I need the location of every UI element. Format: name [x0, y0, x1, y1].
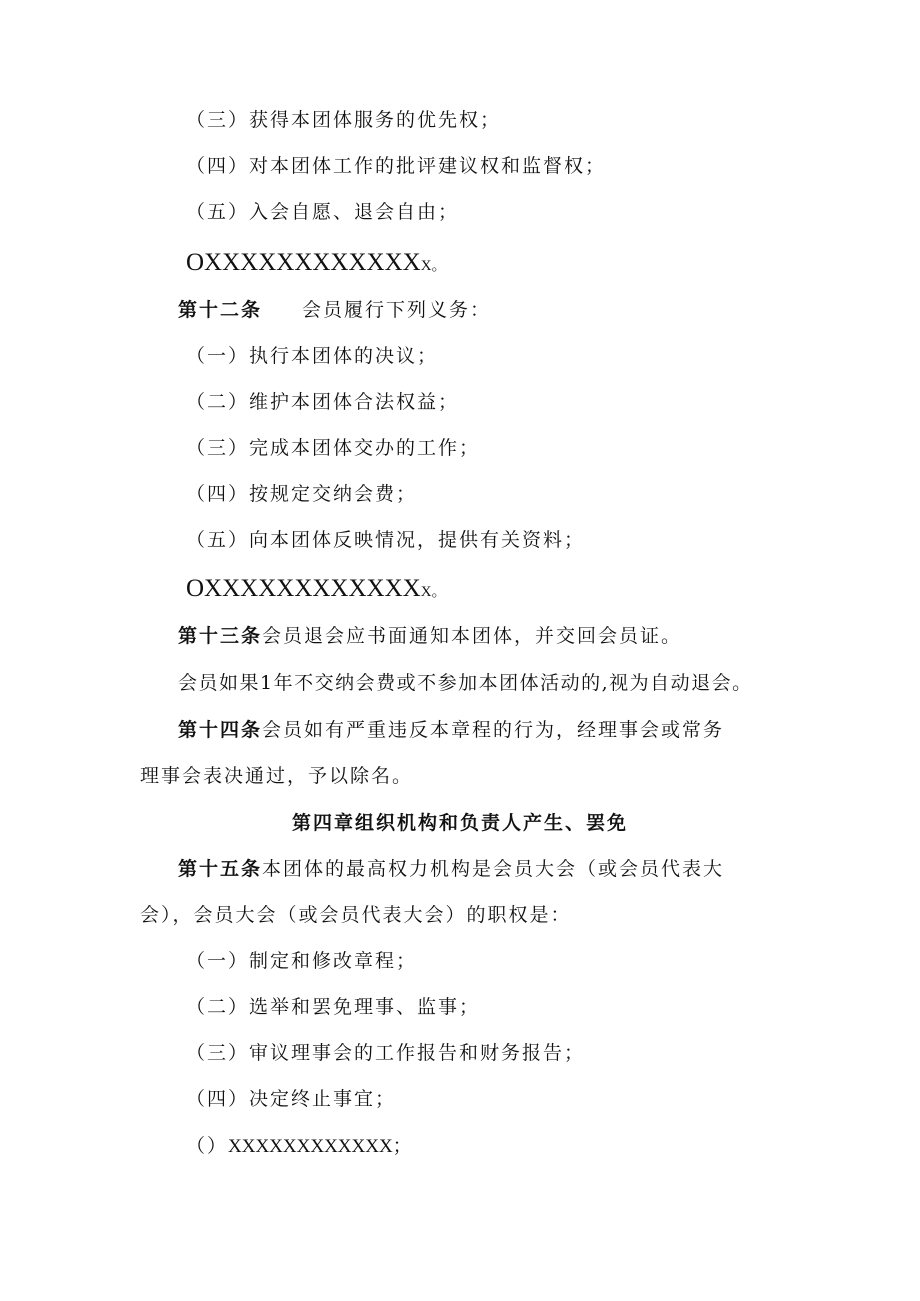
duty-item-4: （四）按规定交纳会费； — [186, 483, 418, 505]
power-item-3: （三）审议理事会的工作报告和财务报告； — [186, 1042, 586, 1064]
article-15-text-cont: 会），会员大会（或会员代表大会）的职权是： — [140, 904, 572, 926]
article-12-text: 会员履行下列义务： — [302, 299, 492, 321]
rights-placeholder-suffix: X。 — [420, 258, 447, 274]
chapter-4-heading: 第四章组织机构和负责人产生、罢免 — [291, 812, 628, 834]
rights-item-4: （四）对本团体工作的批评建议权和监督权； — [186, 155, 607, 177]
article-15-text: 本团体的最高权力机构是会员大会（或会员代表大 — [262, 858, 725, 880]
duty-item-5: （五）向本团体反映情况，提供有关资料； — [186, 529, 586, 551]
article-13-line — [178, 623, 682, 649]
duty-placeholder-main: OXXXXXXXXXXXX — [186, 575, 421, 602]
duty-placeholder-suffix: X。 — [420, 584, 447, 600]
rights-placeholder-main: OXXXXXXXXXXXX — [186, 249, 421, 276]
article-13-text-2: 会员如果1年不交纳会费或不参加本团体活动的,视为自动退会。 — [178, 672, 753, 694]
duty-item-3: （三）完成本团体交办的工作； — [186, 437, 481, 459]
rights-item-5: （五）入会自愿、退会自由； — [186, 201, 460, 223]
power-item-5-text: XXXXXXXXXXXX； — [228, 1136, 412, 1157]
power-item-5-prefix: （） — [186, 1135, 229, 1157]
article-13-title: 第十三条 — [178, 625, 263, 647]
article-15-title: 第十五条 — [178, 858, 263, 880]
article-15-line — [178, 856, 724, 882]
article-14-text-cont: 理事会表决通过，予以除名。 — [140, 765, 414, 787]
rights-item-3: （三）获得本团体服务的优先权； — [186, 109, 502, 131]
duty-placeholder — [186, 574, 447, 607]
power-item-5 — [186, 1133, 412, 1160]
duty-item-1: （一）执行本团体的决议； — [186, 345, 439, 367]
rights-placeholder — [186, 248, 447, 281]
article-14-title: 第十四条 — [178, 719, 263, 741]
power-item-2: （二）选举和罢免理事、监事； — [186, 996, 481, 1018]
article-12-line — [178, 297, 491, 323]
article-14-line — [178, 717, 724, 743]
article-13-text: 会员退会应书面通知本团体，并交回会员证。 — [262, 625, 683, 647]
power-item-4: （四）决定终止事宜； — [186, 1088, 397, 1110]
duty-item-2: （二）维护本团体合法权益； — [186, 391, 460, 413]
article-14-text: 会员如有严重违反本章程的行为，经理事会或常务 — [262, 719, 725, 741]
article-12-title: 第十二条 — [178, 299, 263, 321]
power-item-1: （一）制定和修改章程； — [186, 950, 418, 972]
